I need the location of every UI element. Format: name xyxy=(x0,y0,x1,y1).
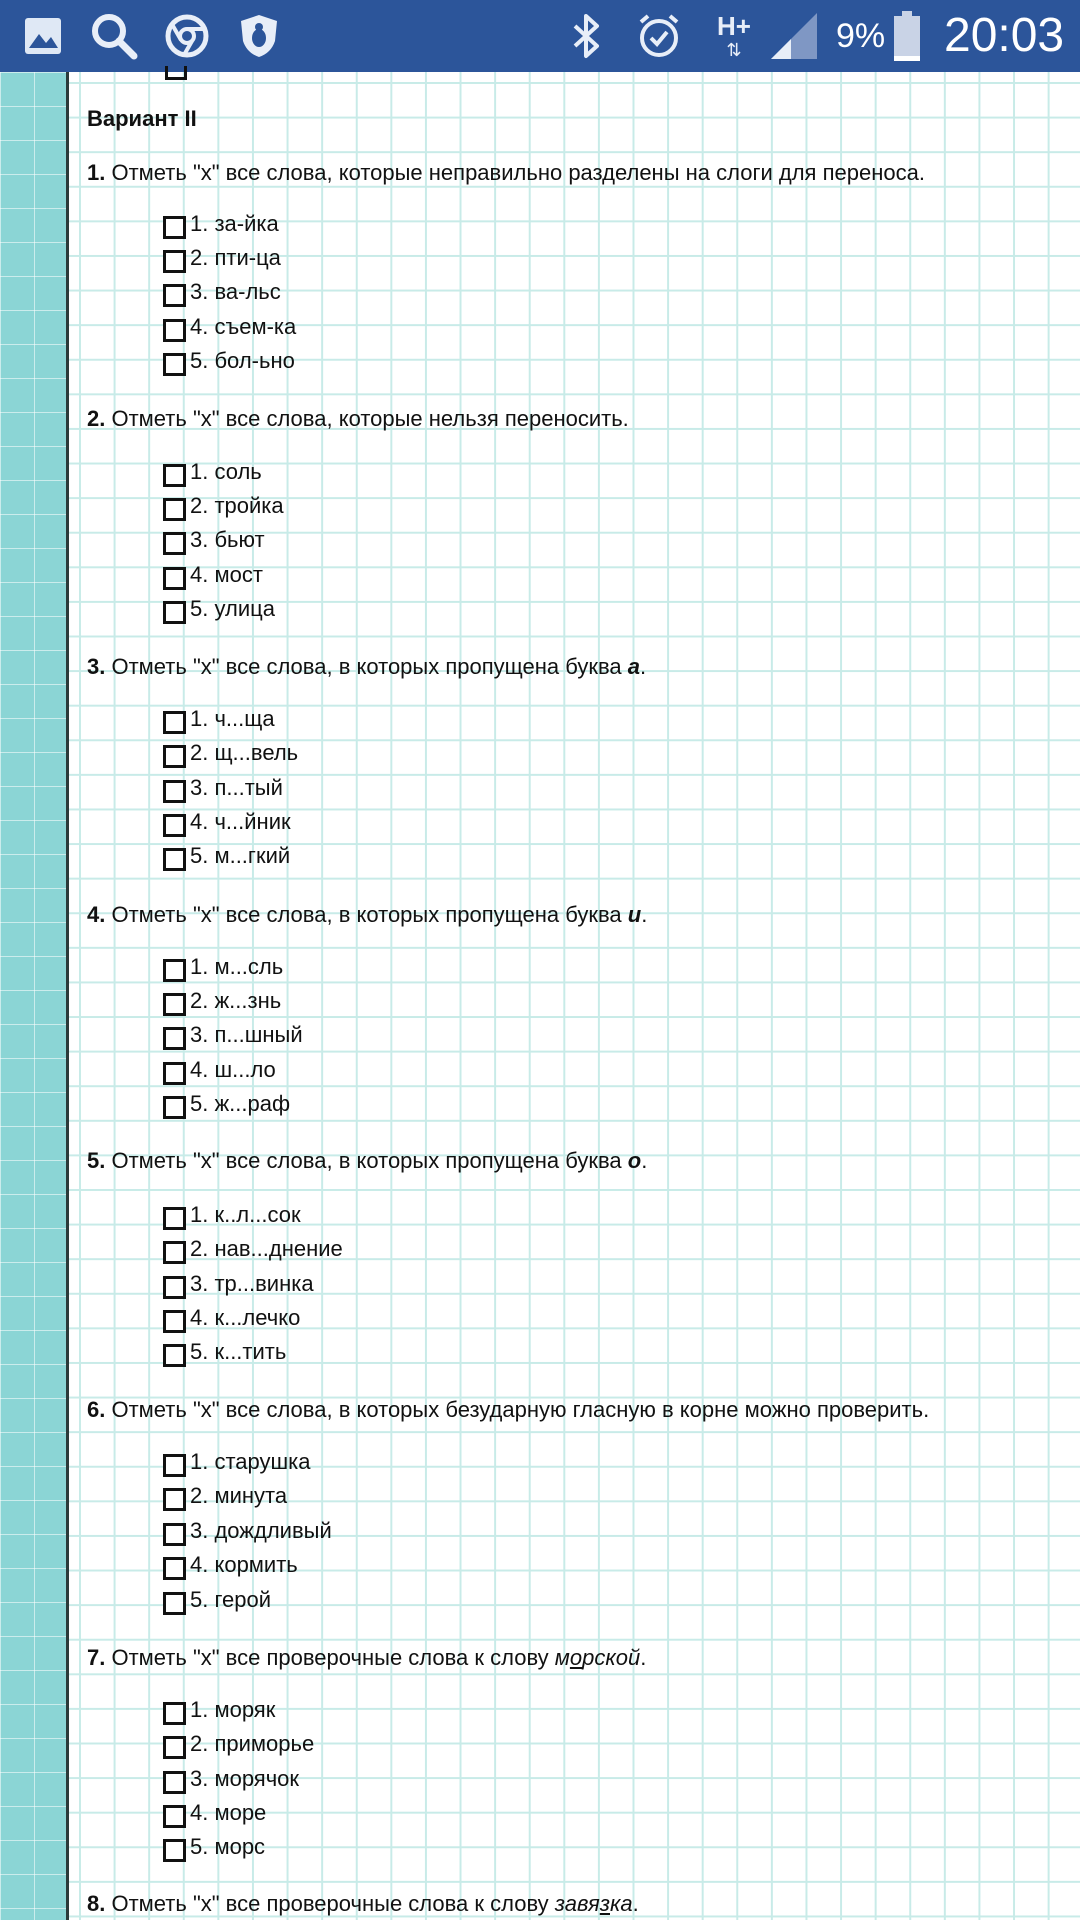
checkbox[interactable] xyxy=(165,66,187,80)
option[interactable]: 4. ш...ло xyxy=(163,1053,276,1087)
checkbox[interactable] xyxy=(163,250,186,273)
checkbox[interactable] xyxy=(163,1241,186,1264)
option[interactable]: 3. п...тый xyxy=(163,771,283,805)
option[interactable]: 2. щ...вель xyxy=(163,736,298,770)
question-4: 4. Отметь "х" все слова, в которых пропущена буква и. xyxy=(87,902,648,927)
option[interactable]: 3. ва-льс xyxy=(163,275,281,309)
checkbox[interactable] xyxy=(163,993,186,1016)
question-7: 7. Отметь "х" все проверочные слова к слову морской. xyxy=(87,1645,647,1670)
option[interactable]: 5. м...гкий xyxy=(163,839,290,873)
search-icon xyxy=(88,8,140,64)
option[interactable]: 2. пти-ца xyxy=(163,241,281,275)
option[interactable]: 2. ж...знь xyxy=(163,984,281,1018)
question-1: 1. Отметь "х" все слова, которые неправильно разделены на слоги для переноса. xyxy=(87,160,925,185)
option[interactable]: 1. м...сль xyxy=(163,950,283,984)
option[interactable]: 5. морс xyxy=(163,1830,265,1864)
checkbox[interactable] xyxy=(163,1276,186,1299)
checkbox[interactable] xyxy=(163,1344,186,1367)
checkbox[interactable] xyxy=(163,1207,186,1230)
checkbox[interactable] xyxy=(163,1062,186,1085)
checkbox[interactable] xyxy=(163,814,186,837)
checkbox[interactable] xyxy=(163,1096,186,1119)
option[interactable]: 4. море xyxy=(163,1796,266,1830)
checkbox[interactable] xyxy=(163,601,186,624)
chrome-icon xyxy=(162,8,212,64)
network-hplus-icon: H+ ⇅ xyxy=(717,11,751,60)
option[interactable]: 5. ж...раф xyxy=(163,1087,290,1121)
checkbox[interactable] xyxy=(163,464,186,487)
checkbox[interactable] xyxy=(163,1488,186,1511)
question-2: 2. Отметь "х" все слова, которые нельзя переносить. xyxy=(87,406,629,431)
checkbox[interactable] xyxy=(163,1523,186,1546)
option[interactable]: 5. улица xyxy=(163,592,275,626)
checkbox[interactable] xyxy=(163,1839,186,1862)
bluetooth-icon xyxy=(566,8,606,64)
checkbox[interactable] xyxy=(163,216,186,239)
option[interactable]: 4. к...лечко xyxy=(163,1301,300,1335)
option[interactable]: 1. старушка xyxy=(163,1445,311,1479)
option[interactable]: 3. морячок xyxy=(163,1762,299,1796)
battery-percent: 9% xyxy=(836,17,886,55)
option[interactable]: 2. минута xyxy=(163,1479,287,1513)
gallery-icon xyxy=(20,8,66,64)
option[interactable]: 4. мост xyxy=(163,558,263,592)
option[interactable]: 1. ч...ща xyxy=(163,702,275,736)
notebook-margin xyxy=(0,72,69,1920)
checkbox[interactable] xyxy=(163,1557,186,1580)
clock: 20:03 xyxy=(944,9,1065,62)
checkbox[interactable] xyxy=(163,1805,186,1828)
checkbox[interactable] xyxy=(163,1454,186,1477)
question-3: 3. Отметь "х" все слова, в которых пропущена буква а. xyxy=(87,654,647,679)
checkbox[interactable] xyxy=(163,532,186,555)
option[interactable]: 5. герой xyxy=(163,1583,271,1617)
checkbox[interactable] xyxy=(163,353,186,376)
checkbox[interactable] xyxy=(163,711,186,734)
option[interactable]: 5. к...тить xyxy=(163,1335,286,1369)
option[interactable]: 3. бьют xyxy=(163,523,265,557)
option[interactable]: 1. за-йка xyxy=(163,207,279,241)
checkbox[interactable] xyxy=(163,1592,186,1615)
question-8: 8. Отметь "х" все проверочные слова к слову завязка. xyxy=(87,1891,639,1916)
shield-bug-icon xyxy=(234,8,284,64)
variant-title: Вариант II xyxy=(87,106,197,131)
option[interactable]: 2. приморье xyxy=(163,1727,314,1761)
checkbox[interactable] xyxy=(163,1027,186,1050)
battery-icon xyxy=(890,8,924,64)
option[interactable]: 4. съем-ка xyxy=(163,310,296,344)
checkbox[interactable] xyxy=(163,1702,186,1725)
option[interactable]: 1. соль xyxy=(163,455,262,489)
checkbox[interactable] xyxy=(163,1771,186,1794)
checkbox[interactable] xyxy=(163,498,186,521)
checkbox[interactable] xyxy=(163,319,186,342)
status-bar xyxy=(0,0,1080,72)
option[interactable]: 3. дождливый xyxy=(163,1514,332,1548)
question-6: 6. Отметь "х" все слова, в которых безударную гласную в корне можно проверить. xyxy=(87,1397,930,1422)
checkbox[interactable] xyxy=(163,1310,186,1333)
option[interactable]: 1. моряк xyxy=(163,1693,275,1727)
checkbox[interactable] xyxy=(163,567,186,590)
question-5: 5. Отметь "х" все слова, в которых пропущена буква о. xyxy=(87,1148,648,1173)
option[interactable]: 3. п...шный xyxy=(163,1018,303,1052)
option[interactable]: 2. тройка xyxy=(163,489,284,523)
option[interactable]: 4. кормить xyxy=(163,1548,298,1582)
option[interactable]: 1. к..л...сок xyxy=(163,1198,301,1232)
checkbox[interactable] xyxy=(163,780,186,803)
checkbox[interactable] xyxy=(163,959,186,982)
option[interactable]: 2. нав...днение xyxy=(163,1232,343,1266)
checkbox[interactable] xyxy=(163,1736,186,1759)
option[interactable]: 3. тр...винка xyxy=(163,1267,314,1301)
checkbox[interactable] xyxy=(163,745,186,768)
signal-icon xyxy=(768,8,820,64)
option[interactable]: 5. бол-ьно xyxy=(163,344,295,378)
option[interactable]: 4. ч...йник xyxy=(163,805,291,839)
checkbox[interactable] xyxy=(163,284,186,307)
alarm-icon xyxy=(634,8,684,64)
checkbox[interactable] xyxy=(163,848,186,871)
